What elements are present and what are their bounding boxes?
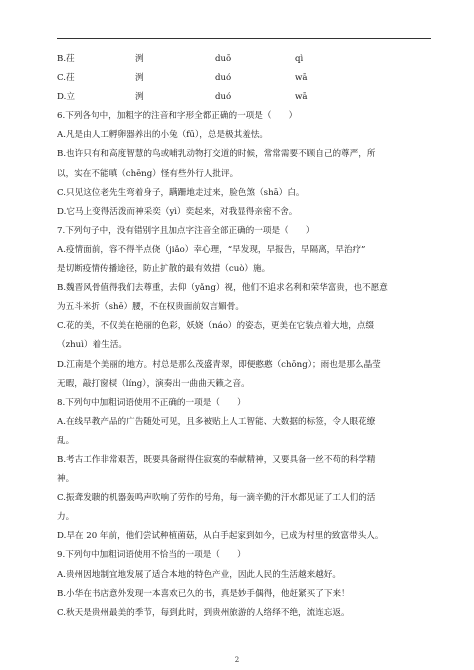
cell: C.茌 <box>57 73 75 84</box>
cell: wā <box>295 92 308 103</box>
q7-option-a: A.疫情面前，容不得半点侥（jiǎo）幸心理，“早发现，早报告，早隔离，早治疗” <box>57 244 366 255</box>
q7-option-c-cont: （zhuì）着生活。 <box>57 340 127 351</box>
cell: qì <box>295 54 304 64</box>
q7-option-d: D.江南是个美丽的地方。村总是那么茂盛青翠，即便憨憨（chōng）；雨也是那么晶莹 <box>57 359 381 370</box>
q9-option-b: B.小华在书店意外发现一本喜欢已久的书，真是妙手偶得，他赶紧买了下来！ <box>57 588 350 599</box>
q8-option-b-cont: 神。 <box>57 474 75 485</box>
cell: 洌 <box>135 92 144 103</box>
cell: duō <box>215 54 232 64</box>
q8-option-c-cont: 力。 <box>57 512 75 523</box>
q7-option-b: B.魏晋风骨值得我们去尊重，去仰（yǎng）视，他们不追求名利和荣华富贵，也不愿意 <box>57 283 388 294</box>
cell: wā <box>295 73 308 84</box>
question-content <box>57 50 431 623</box>
option-row-c <box>57 69 431 88</box>
q8-stem: 8.下列句中加粗词语使用不正确的一项是（ ） <box>57 397 246 408</box>
q8-option-a-cont: 乱。 <box>57 435 75 446</box>
q7-option-b-cont: 为五斗米折（shē）腰，不在权贵面前奴言媚骨。 <box>57 302 244 313</box>
q6-option-b: B.也许只有和高度智慧的鸟或哺乳动物打交道的时候，常常需要不顾自己的尊严，所 <box>57 149 376 160</box>
cell: duó <box>215 92 232 103</box>
q8-option-b: B.考古工作非常艰苦，既要具备耐得住寂寞的奉献精神，又要具备一丝不苟的科学精 <box>57 454 376 465</box>
q7-option-a-cont: 是切断疫情传播途径，防止扩散的最有效措（cuò）施。 <box>57 264 271 275</box>
cell: B.茌 <box>57 54 75 64</box>
q6-option-a: A.凡是由人工孵卵器养出的小兔（fū），总是极其羞怯。 <box>57 130 269 141</box>
q7-stem: 7.下列句子中，没有错别字且加点字注音全部正确的一项是（ ） <box>57 225 315 236</box>
q9-stem: 9.下列句中加粗词语使用不恰当的一项是（ ） <box>57 550 246 561</box>
cell: 洌 <box>135 54 144 64</box>
option-row-b <box>57 50 431 69</box>
q7-option-d-cont: 无暇，敲打窗棂（líng），演奏出一曲曲天籁之音。 <box>57 378 250 389</box>
q7-option-c: C.花的美，不仅美在艳丽的色彩，妖娆（náo）的姿态，更美在它装点着大地，点缀 <box>57 321 375 332</box>
q6-option-d: D.它马上变得活泼而神采奕（yì）奕起来，对我显得亲密不舍。 <box>57 206 298 217</box>
cell: duó <box>215 73 232 84</box>
q6-option-c: C.只见这位老先生弯着身子，蹒跚地走过来，脸色煞（shā）白。 <box>57 187 305 198</box>
option-row-d <box>57 88 431 107</box>
page-number: 2 <box>234 656 240 664</box>
cell: D.立 <box>57 92 75 103</box>
header-rule <box>57 38 431 39</box>
q6-option-b-cont: 以，实在不能嗔（chēng）怪有些外行人批评。 <box>57 168 239 179</box>
q8-option-d: D.早在 20 年前，他们尝试种植菌菇，从白手起家到如今，已成为村里的致富带头人。 <box>57 531 384 542</box>
q9-option-c: C.秋天是贵州最美的季节，每到此时，到贵州旅游的人络绎不绝，流连忘返。 <box>57 607 350 618</box>
q9-option-a: A.贵州因地制宜地发展了适合本地的特色产业，因此人民的生活越来越好。 <box>57 569 341 580</box>
q8-option-c: C.振聋发聩的机器轰鸣声吹响了劳作的号角，每一滴辛勤的汗水都见证了工人们的活 <box>57 493 376 504</box>
cell: 洌 <box>135 73 144 84</box>
q6-stem: 6.下列各句中，加粗字的注音和字形全都正确的一项是（ ） <box>57 111 298 122</box>
q8-option-a: A.在线早教产品的广告随处可见，且多被贴上人工智能、大数据的标签，令人眼花缭 <box>57 416 376 427</box>
